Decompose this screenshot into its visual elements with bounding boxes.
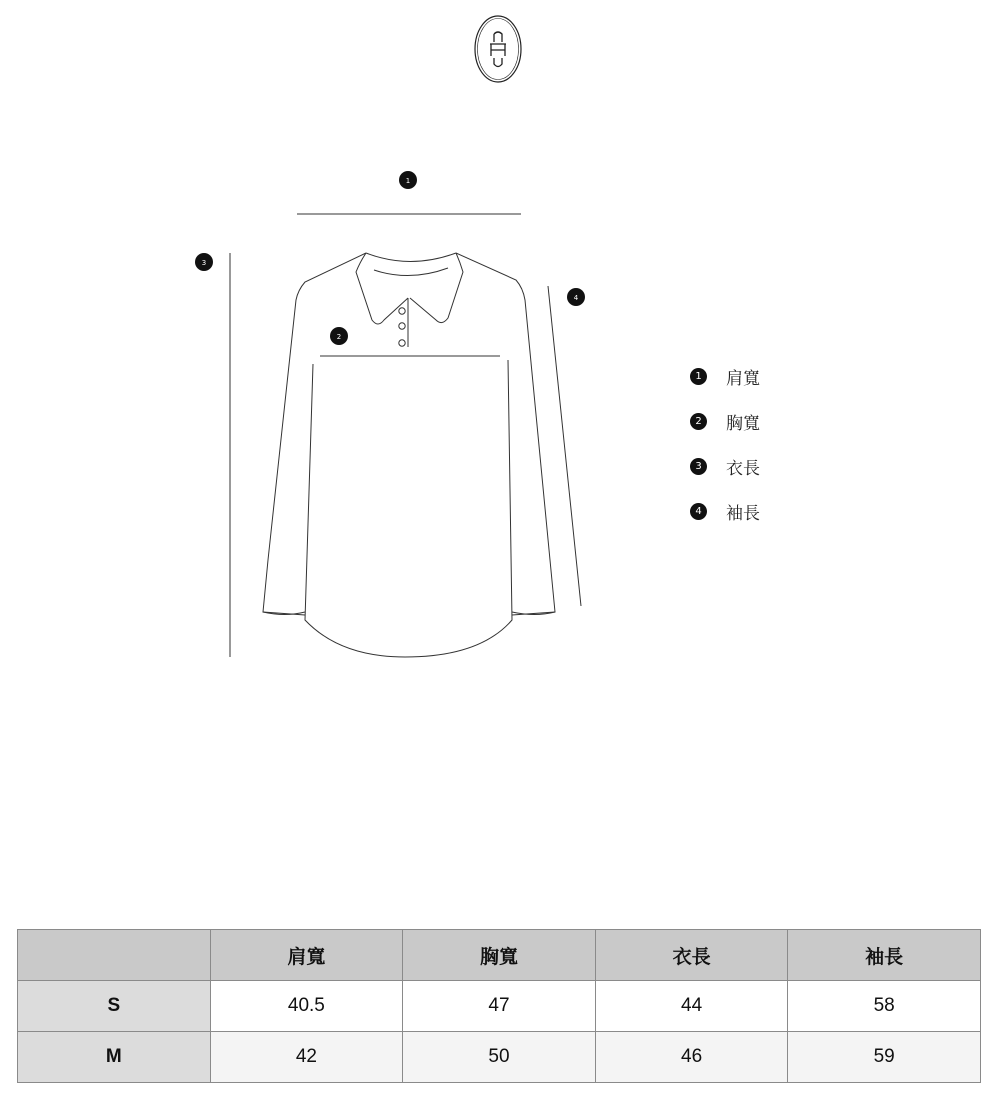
table-header-cell: 胸寬 [403, 930, 596, 981]
table-cell: 47 [403, 981, 596, 1032]
svg-text:1: 1 [405, 177, 411, 185]
table-row [18, 981, 981, 1032]
legend-item [690, 360, 760, 405]
legend-item [690, 495, 760, 540]
size-label: S [18, 981, 211, 1032]
legend-number: 1 [690, 368, 707, 385]
table-cell: 50 [403, 1032, 596, 1083]
table-header-cell [18, 930, 211, 981]
shirt-outline [263, 253, 555, 657]
table-cell: 44 [595, 981, 788, 1032]
table-row [18, 1032, 981, 1083]
marker-2 [330, 327, 348, 345]
marker-1 [399, 171, 417, 189]
legend-label: 衣長 [726, 459, 760, 479]
table-cell: 58 [788, 981, 981, 1032]
svg-text:4: 4 [573, 294, 579, 302]
legend-number: 3 [690, 458, 707, 475]
table-header-cell: 袖長 [788, 930, 981, 981]
svg-text:2: 2 [336, 333, 342, 341]
legend-label: 胸寬 [726, 414, 760, 434]
size-label: M [18, 1032, 211, 1083]
table-header-row [18, 930, 981, 981]
measurement-legend [690, 360, 760, 540]
legend-item [690, 450, 760, 495]
table-cell: 59 [788, 1032, 981, 1083]
marker-4 [567, 288, 585, 306]
table-cell: 40.5 [210, 981, 403, 1032]
table-cell: 46 [595, 1032, 788, 1083]
table-header-cell: 肩寬 [210, 930, 403, 981]
legend-number: 2 [690, 413, 707, 430]
size-table [17, 929, 981, 1083]
marker-3 [195, 253, 213, 271]
sleeve-length-line [548, 286, 581, 606]
svg-text:3: 3 [201, 259, 207, 267]
legend-label: 肩寬 [726, 369, 760, 389]
legend-label: 袖長 [726, 504, 760, 524]
legend-number: 4 [690, 503, 707, 520]
table-header-cell: 衣長 [595, 930, 788, 981]
legend-item [690, 405, 760, 450]
table-cell: 42 [210, 1032, 403, 1083]
